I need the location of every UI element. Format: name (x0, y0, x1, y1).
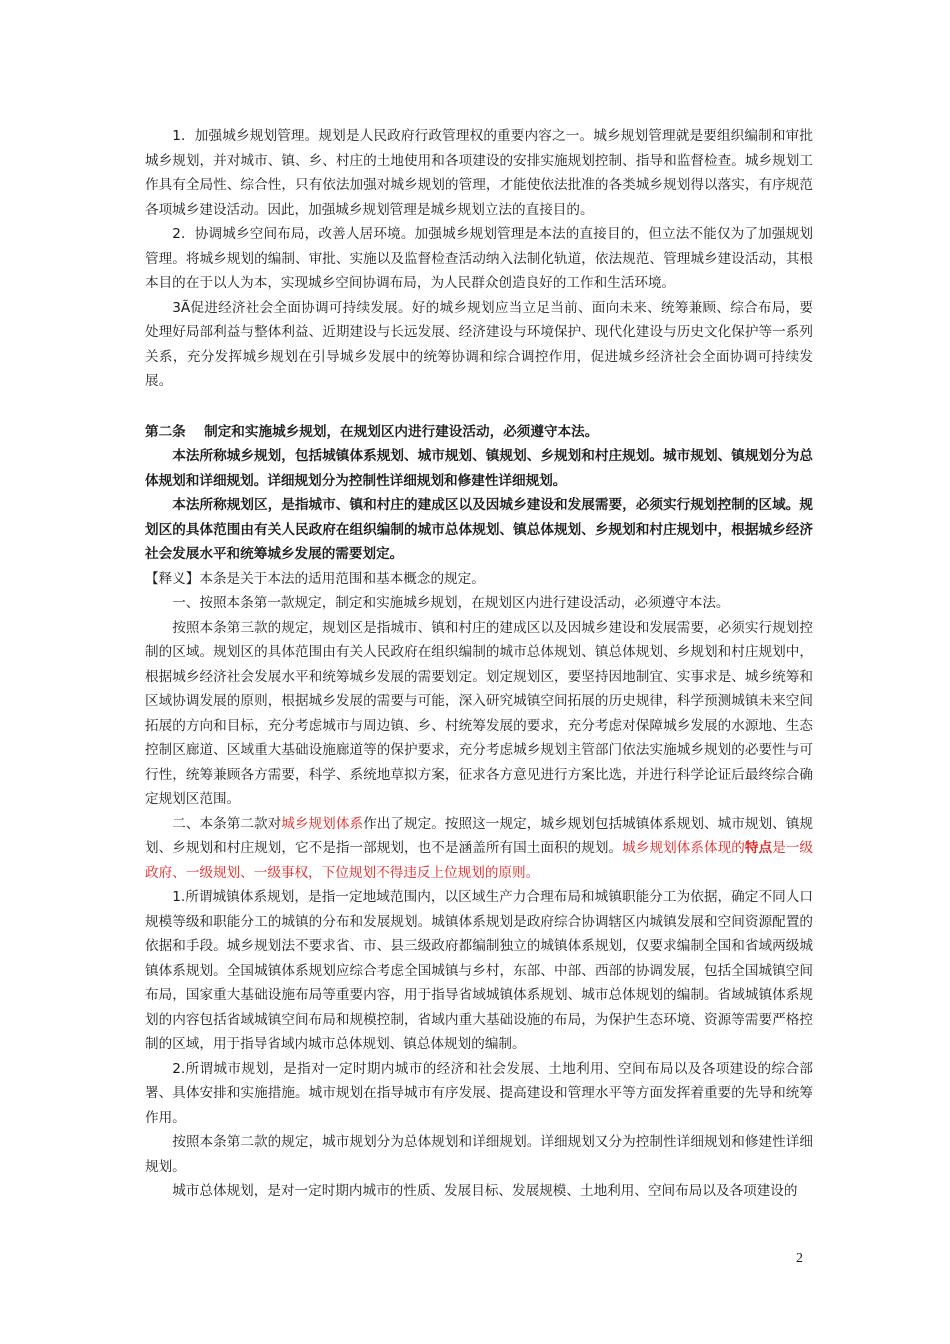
highlight-features: 特点 (744, 840, 773, 856)
article-2-heading: 第二条 制定和实施城乡规划，在规划区内进行建设活动，必须遵守本法。 (145, 423, 599, 440)
interpretation-intro: 【释义】本条是关于本法的适用范围和基本概念的规定。 (145, 570, 485, 587)
document-page (145, 124, 813, 1204)
highlight-principle: 是一级政府、一级规划、一级事权，下位规划不得违反上位规划的原则。 (145, 840, 814, 881)
interpretation-section-1: 一、按照本条第一款规定，制定和实施城乡规划，在规划区内进行建设活动，必须遵守本法。 (172, 595, 730, 611)
interpretation-city-planning: 2.所谓城市规划，是指对一定时期内城市的经济和社会发展、土地利用、空间布局以及各项建设的综合部署、具体安排和实施措施。城市规划在指导城市有序发展、提高建设和管理水平等方面发挥着重要的先导和统筹作用。 (145, 1060, 813, 1126)
interpretation-planning-types: 按照本条第二款的规定，城市规划分为总体规划和详细规划。详细规划又分为控制性详细规划和修建性详细规划。 (145, 1134, 813, 1175)
section-2-text-a: 二、本条第二款对 (172, 815, 282, 832)
paragraph-goal-3: 3Ã促进经济社会全面协调可持续发展。好的城乡规划应当立足当前、面向未来、统筹兼顾、综合布局，要处理好局部利益与整体利益、近期建设与长远发展、经济建设与环境保护、现代化建设与历史文化保护等一系列关系，充分发挥城乡规划在引导城乡发展中的统筹协调和综合调控作用，促进城乡经济社会全面协调可持续发展。 (145, 299, 813, 389)
interpretation-master-plan: 城市总体规划，是对一定时期内城市的性质、发展目标、发展规模、土地利用、空间布局以及各项建设的 (172, 1183, 798, 1199)
paragraph-goal-1: 1．加强城乡规划管理。规划是人民政府行政管理权的重要内容之一。城乡规划管理就是要组织编制和审批城乡规划，并对城市、镇、乡、村庄的土地使用和各项建设的安排实施规划控制、指导和监督检查。城乡规划工作具有全局性、综合性，只有依法加强对城乡规划的管理，才能使依法批准的各类城乡规划得以落实，有序规范各项城乡建设活动。因此，加强城乡规划管理是城乡规划立法的直接目的。 (145, 128, 813, 218)
paragraph-goal-2: 2．协调城乡空间布局，改善人居环境。加强城乡规划管理是本法的直接目的，但立法不能仅为了加强规划管理。将城乡规划的编制、审批、实施以及监督检查活动纳入法制化轨道，依法规范、管理城乡建设活动，其根本目的在于以人为本，实现城乡空间协调布局，为人民群众创造良好的工作和生活环境。 (145, 226, 813, 291)
interpretation-section-2 (145, 812, 813, 886)
interpretation-planning-area: 按照本条第三款的规定，规划区是指城市、镇和村庄的建成区以及因城乡建设和发展需要，必须实行规划控制的区域。规划区的具体范围由有关人民政府在组织编制的城市总体规划、镇总体规划、乡规划和村庄规划中，根据城乡经济社会发展水平和统筹城乡发展的需要划定。划定规划区，要坚持因地制宜、实事求是、城乡统筹和区域协调发展的原则，根据城乡发展的需要与可能，深入研究城镇空间拓展的历史规律，科学预测城镇未来空间拓展的方向和目标，充分考虑城市与周边镇、乡、村统筹发展的要求，充分考虑对保障城乡发展的水源地、生态控制区廊道、区域重大基础设施廊道等的保护要求，充分考虑城乡规划主管部门依法实施城乡规划的必要性与可行性，统筹兼顾各方需要，科学、系统地草拟方案，征求各方意见进行方案比选，并进行科学论证后最终综合确定规划区范围。 (145, 619, 813, 807)
highlight-planning-system: 城乡规划体系 (281, 815, 364, 832)
highlight-system-reflects: 城乡规划体系体现的 (622, 840, 745, 856)
section-2-text-b: 作出了规定。按照这一规定，城乡规划包括城镇体系规划、城市规划、镇规划、乡规划和村庄规划，它不是指一部规划，也不是涵盖所有国土面积的规划。 (145, 815, 814, 856)
article-2-clause-2: 本法所称城乡规划，包括城镇体系规划、城市规划、镇规划、乡规划和村庄规划。城市规划、镇规划分为总体规划和详细规划。详细规划分为控制性详细规划和修建性详细规划。 (145, 448, 813, 489)
article-2-clause-3: 本法所称规划区，是指城市、镇和村庄的建成区以及因城乡建设和发展需要，必须实行规划控制的区域。规划区的具体范围由有关人民政府在组织编制的城市总体规划、镇总体规划、乡规划和村庄规划中，根据城乡经济社会发展水平和统筹城乡发展的需要划定。 (145, 497, 813, 562)
interpretation-town-system: 1.所谓城镇体系规划，是指一定地域范围内，以区域生产力合理布局和城镇职能分工为依据，确定不同人口规模等级和职能分工的城镇的分布和发展规划。城镇体系规划是政府综合协调辖区内城镇发展和空间资源配置的依据和手段。城乡规划法不要求省、市、县三级政府都编制独立的城镇体系规划，仅要求编制全国和省域两级城镇体系规划。全国城镇体系规划应综合考虑全国城镇与乡村，东部、中部、西部的协调发展，包括全国城镇空间布局，国家重大基础设施布局等重要内容，用于指导省域城镇体系规划、城市总体规划的编制。省域城镇体系规划的内容包括省域城镇空间布局和规模控制，省域内重大基础设施的布局，为保护生态环境、资源等需要严格控制的区域，用于指导省域内城市总体规划、镇总体规划的编制。 (145, 889, 813, 1052)
page-number: 2 (796, 1251, 803, 1266)
